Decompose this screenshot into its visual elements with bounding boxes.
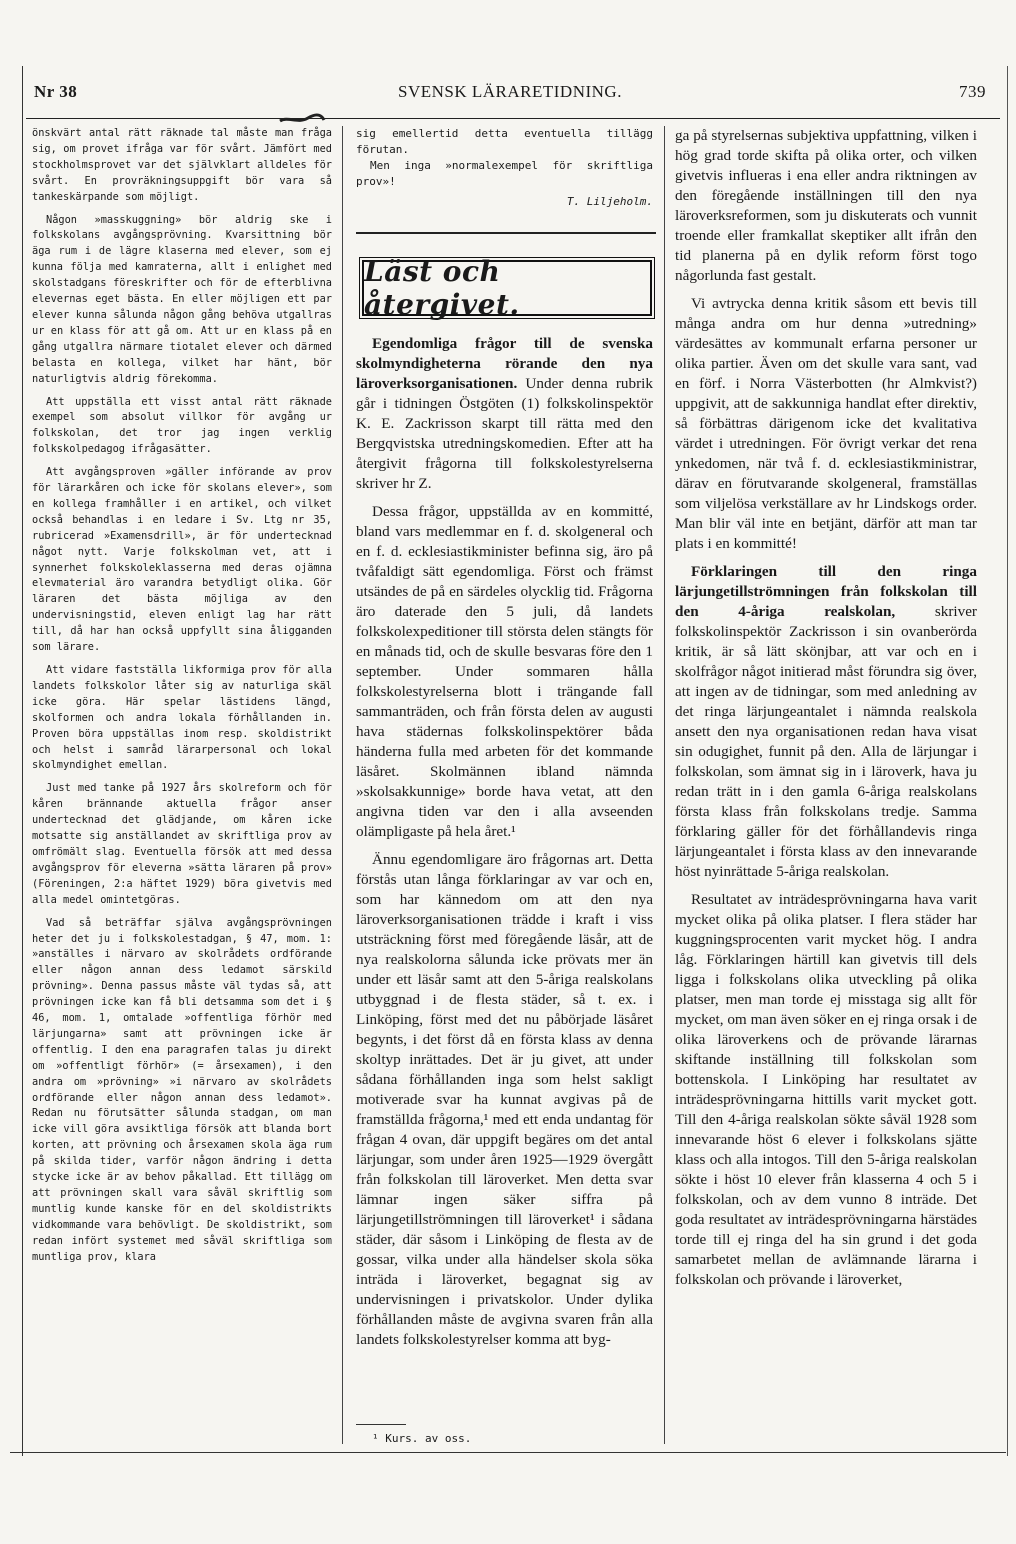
signoff-block bbox=[356, 126, 653, 210]
column-2-article bbox=[356, 334, 653, 1358]
column-1 bbox=[32, 126, 332, 1273]
signoff-text: sig emellertid detta eventuella tillägg förutan. bbox=[356, 127, 653, 156]
column-2 bbox=[356, 126, 653, 210]
col1-paragraph: önskvärt antal rätt räknade tal måste man fråga sig, om provet ifråga var för svårt. Jämfört med stockholmsprovet var det självklart alldeles för svårt. En provräkningsuppgift bör vara så tankeskärpande som möjligt. bbox=[32, 127, 332, 203]
col1-paragraph: Just med tanke på 1927 års skolreform och för kåren brännande aktuella frågor anser undertecknad det glädjande, om kåren icke motsatte sig anställandet av skriftliga prov av omfrömält slag. Eventuella försök att med dessa avgångsprov för eleverna »sätta läraren på prov» (Föreningen, 2:a häftet 1929) böra givetvis med alla medel omintetgöras. bbox=[32, 782, 332, 906]
signature: T. Liljeholm. bbox=[566, 195, 653, 208]
col3-paragraph: ga på styrelsernas subjektiva uppfattning, vilken i hög grad torde skifta på olika orter, och vilken givetvis influeras i ena eller andra riktningen av den föregående inställningen till den nya läroverksreformen, som ju diskuterats och vunnit troende eller framkallat skeptiker allt ifrån den tid planerna på en dylik reform först togo någorlunda fast gestalt. bbox=[675, 127, 977, 284]
header-rule bbox=[26, 118, 1000, 119]
col1-paragraph: Någon »masskuggning» bör aldrig ske i folkskolans avgångsprövning. Kvarsittning bör äga rum i de lägre klaserna med elever, som ej kunna följa med kamraterna, allt i enlighet med skolstadgans föreskrifter och för de efterblivna elevernas eget bästa. En eller möjligen ett par elever kunna sålunda någon gång behöva utgallras ur en klass för att gå om. Att ur en klass på en gång utgallra närmare tiotalet elever och därmed belasta en kollega, vilket har hänt, bör naturligtvis aldrig förekomma. bbox=[32, 213, 332, 385]
col1-paragraph: Vad så beträffar själva avgångsprövningen heter det ju i folkskolestadgan, § 47, mom. 1: »anställes i närvaro av skolrådets ordförande eller någon annan dess ledamot särskild prövning». Denna passus måste väl tydas så, att prövningen icke kan få bli detsamma som det i § 46, mom. 1, omtalade »offentliga förhör med lärjungarna» samt att prövningen icke är offentlig. I den ena paragrafen talas ju direkt om »offentligt förhör» (= årsexamen), i den andra om »prövning» »i närvaro av skolrådets ordförande eller någon annan dess ledamot». Redan nu förutsätter sålunda stadgan, om man icke vill göra avsiktliga försök att blanda bort korten, att prövning och årsexamen skola äga rum på skilda tider, varför någon ändring i detta stycke icke är av behov påkallad. Ett tillägg om att prövningen skall vara såväl skriftlig som muntlig kunde kanske för en del skoldistrikts vidkommande vara behövligt. De skoldistrikt, som redan infört systemet med såväl skriftliga som muntliga prov, klara bbox=[32, 916, 332, 1263]
bottom-rule bbox=[10, 1452, 1006, 1453]
column-divider-1 bbox=[342, 126, 343, 1444]
article-lead-bold: Egendomliga frågor till de svenska skolmyndigheterna rörande den nya läroverksorganisationen. bbox=[356, 335, 653, 392]
section-heading: Läst och återgivet. bbox=[364, 255, 520, 321]
col3-paragraph bbox=[675, 562, 977, 882]
issue-number: Nr 38 bbox=[34, 82, 78, 101]
col1-paragraph: Att avgångsproven »gäller införande av prov för lärarkåren och icke för skolans elever», som en kollega framhåller i en artikel, och vilket också behandlas i en ledare i Sv. Ltg nr 35, rubricerad »Examensdrill», är för undertecknad något nytt. Varje folkskolman vet, att i synnerhet folkskoleklasserna med deras ojämna elevmaterial äro varandra betydligt olika. Gör läraren det bästa möjliga av den undervisningstid, eleven enligt lag har rätt till, då har han också uppfyllt sina åligganden som lärare. bbox=[32, 466, 332, 654]
col3-paragraph: Vi avtrycka denna kritik såsom ett bevis till många andra om hur denna »utredning» värdesättes av kommunalt erfarna personer ur olika partier. Även om det skulle vara sant, vad en förf. i Norra Västerbotten (hr Almkvist?) uppgivit, att de sakkunniga handlat efter direktiv, så förbättras därigenom icke det kvalitativa värdet i utredningen. För övrigt verkar det rena ynkedomen, när två f. d. ecklesiastikministrar, därav en förutvarande skolgeneral, framställas som viljelösa verkställare av hr Lindskogs order. Man blir väl inte en betjänt, därför att man tar plats i en kommitté! bbox=[675, 295, 977, 552]
article-lead-rest: Under denna rubrik går i tidningen Östgöten (1) folkskolinspektör K. E. Zackrisson skarpt till rätta med den Bergqvistska utredningskomedien. Efter att ha återgivit frågorna till folkskolestyrelserna skriver hr Z. bbox=[356, 375, 653, 492]
footnote: ¹ Kurs. av oss. bbox=[372, 1432, 472, 1445]
signature-rule bbox=[356, 232, 656, 234]
article-paragraph: Ännu egendomligare äro frågornas art. Detta förstås utan långa förklaringar av var och en, som har kännedom om att den nya läroverksorganisationen trädde i kraft i viss utsträckning först med föregående läsår, att de nya realskolorna sålunda icke prövats mer än under ett läsår samt att den 5-åriga realskolans utbyggnad i de flesta städer, så t. ex. i Linköping, först med det nu påbörjade läsåret begynts, i det först då en första klass av denna skoltyp inrättades. Det är ju givet, att under sådana förhållanden inga som helst sakligt motiverade svar ha kunnat avgivas på de framställda frågorna,¹ med ett enda undantag för frågan 4 ovan, där uppgift begäres om det antal lärjungar, som under åren 1925—1929 övergått från folkskolan till läroverket. Men detta svar lämnar ingen säker siffra på lärjungetillströmningen till läroverket¹ i sådana städer, där såsom i Linköping de flesta av de gossar, vilka under alla händelser skola söka inträda i läroverket, begagnat sig av undervisningen i privatskolor. Under dylika förhållanden måste de avgivna svaren från alla landets folkskolestyrelser komma att byg- bbox=[356, 851, 653, 1348]
col1-paragraph: Att vidare fastställa likformiga prov för alla landets folkskolor låter sig av naturliga skäl icke göra. Här spelar lästidens längd, skolformen och andra lokala förhållanden in. Proven böra uppställas inom resp. skoldistrikt och helst i samråd lärarpersonal och lokal skolmyndighet emellan. bbox=[32, 664, 332, 772]
footnote-rule bbox=[356, 1424, 406, 1425]
ink-smudge-icon bbox=[278, 112, 326, 126]
col3-bold-lead: Förklaringen till den ringa lärjungetillströmningen från folkskolan till den 4-åriga realskolan, bbox=[675, 563, 977, 620]
col3-paragraph: Resultatet av inträdesprövningarna hava varit mycket olika på olika platser. I flera städer har kuggningsprocenten varit mycket hög. I andra låg. Förklaringen härtill kan givetvis till dels ligga i folkskolans olika utveckling på olika platser, men man torde ej misstaga sig allt för mycket, om man även söker en ej ringa orsak i de olika läroverkens och de prövande lärarnas skiftande inställning till folkskolan som bottenskola. I Linköping har resultatet av inträdesprövningarna hittills varit mycket gott. Till den 4-åriga realskolan sökte såväl 1928 som innevarande höst 6 elever i folkskolans sjätte klass och alla intogos. Till den 5-åriga realskolan sökte i höst 10 elever från klasserna 4 och 5 i folkskolan, och av dem vunno 8 inträde. Det goda resultatet av inträdesprövningarna härstädes torde till ej ringa del ha sin grund i det goda samarbetet mellan de avlämnande lärarna i folkskolan och prövande i läroverket, bbox=[675, 891, 977, 1288]
journal-title: SVENSK LÄRARETIDNING. bbox=[398, 82, 622, 101]
column-3 bbox=[675, 126, 977, 1298]
article-lead bbox=[356, 334, 653, 494]
column-divider-2 bbox=[664, 126, 665, 1444]
signoff-text-2: Men inga »normalexempel för skriftliga prov»! bbox=[356, 159, 653, 188]
article-paragraph: Dessa frågor, uppställda av en kommitté, bland vars medlemmar en f. d. skolgeneral och en f. d. ecklesiastikminister befinna sig, äro på tvåfaldigt sätt egendomliga. Först och främst utsändes de på en särdeles olycklig tid. Frågorna äro daterade den 5 juli, då landets folkskolexpeditioner till största delen stängts för en månads tid, och de skulle besvaras före den 1 september. Under sommaren hålla folkskolestyrelserna blott i trängande fall sammanträden, och från första delen av augusti hava städernas folkskolinspektörer båda händerna fulla med arbeten för det kommande läsåret. Skolmännen ibland nämnda »skolsakkunnige» borde hava vetat, att den angivna tiden var den i alla avseenden olämpligaste på hela året.¹ bbox=[356, 503, 653, 840]
page-header bbox=[34, 82, 986, 106]
section-heading-box bbox=[362, 255, 652, 321]
col3-lead-rest: skriver folkskolinspektör Zackrisson i sin ovanberörda kritik, är så lätt skönjbar, att var och en i skolfrågor något initierad måst förundra sig över, att ingen av de tidningar, som med anledning av det ringa lärjungeantalet i nämnda realskola ansett den nya organisationen redan hava visat sin odugighet, funnit på den. Alla de lärjungar i folkskolan, som ämnat sig in i läroverk, hava ju redan trätt in i den gamla 6-åriga realskolans första klass från folkskolans tredje. Samma förklaring gäller för det förhållandevis ringa lärjungeantalet i första klass av den innevarande höst nyinrättade 5-åriga realskolan. bbox=[675, 603, 977, 880]
col1-paragraph: Att uppställa ett visst antal rätt räknade exempel som absolut villkor för avgång ur folkskolan, det tror jag ingen verklig folkskolpedagog ifrågasätter. bbox=[32, 395, 332, 456]
page-number: 739 bbox=[959, 82, 986, 101]
